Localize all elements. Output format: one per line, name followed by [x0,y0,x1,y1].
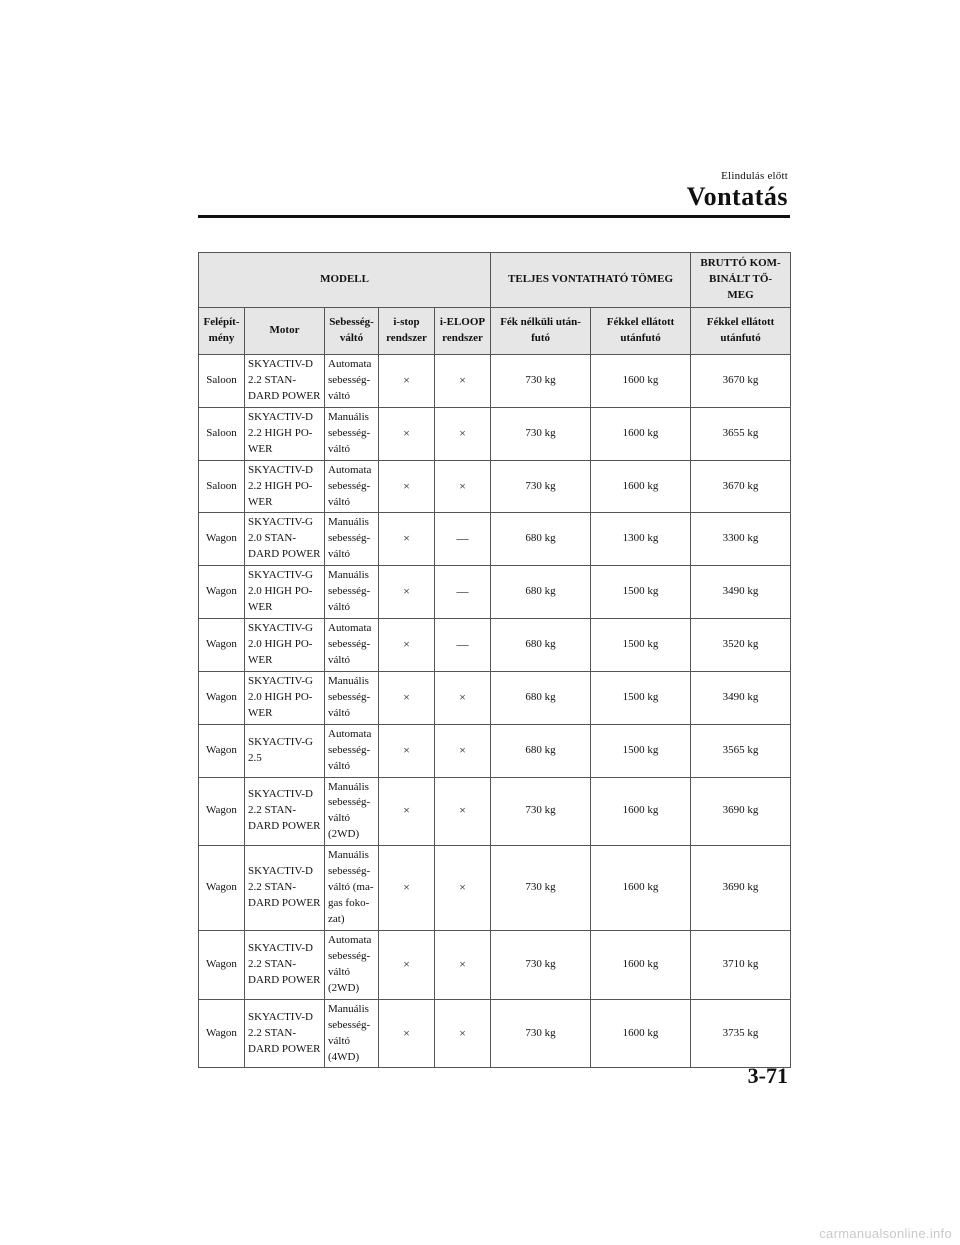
table-body [199,355,791,1068]
combined-weight-cell: 3690 kg [691,846,791,931]
column-header-body: Felépít- mény [199,308,245,355]
engine-cell: SKYACTIV-G 2.0 STAN- DARD POWER [245,513,325,566]
transmission-cell: Automata sebesség- váltó [325,724,379,777]
body-cell: Wagon [199,566,245,619]
i-eloop-cell: × [435,671,491,724]
braked-trailer-cell: 1500 kg [591,566,691,619]
body-cell: Saloon [199,407,245,460]
transmission-cell: Automata sebesség- váltó (2WD) [325,930,379,999]
body-cell: Wagon [199,777,245,846]
i-stop-cell: × [379,355,435,408]
braked-trailer-cell: 1500 kg [591,619,691,672]
transmission-cell: Manuális sebesség- váltó [325,566,379,619]
section-name: Elindulás előtt [721,170,788,182]
i-stop-cell: × [379,777,435,846]
i-eloop-cell: × [435,777,491,846]
table-header [199,253,791,355]
combined-weight-cell: 3520 kg [691,619,791,672]
i-stop-cell: × [379,671,435,724]
i-eloop-cell: × [435,846,491,931]
column-header-i-eloop: i-ELOOP rendszer [435,308,491,355]
model-group-header: MODELL [199,253,491,308]
table-row [199,777,791,846]
transmission-cell: Manuális sebesség- váltó (2WD) [325,777,379,846]
transmission-cell: Automata sebesség- váltó [325,355,379,408]
unbraked-trailer-cell: 730 kg [491,460,591,513]
body-cell: Wagon [199,999,245,1068]
transmission-cell: Manuális sebesség- váltó [325,513,379,566]
i-eloop-cell: — [435,619,491,672]
table-row [199,671,791,724]
engine-cell: SKYACTIV-G 2.0 HIGH PO- WER [245,671,325,724]
table-row [199,724,791,777]
body-cell: Saloon [199,355,245,408]
engine-cell: SKYACTIV-D 2.2 STAN- DARD POWER [245,846,325,931]
table-row [199,566,791,619]
combined-weight-cell: 3490 kg [691,671,791,724]
column-header-braked-trailer: Fékkel ellátott utánfutó [591,308,691,355]
i-stop-cell: × [379,407,435,460]
transmission-cell: Automata sebesség- váltó [325,460,379,513]
i-eloop-cell: × [435,724,491,777]
unbraked-trailer-cell: 680 kg [491,566,591,619]
engine-cell: SKYACTIV-D 2.2 STAN- DARD POWER [245,930,325,999]
braked-trailer-cell: 1600 kg [591,777,691,846]
table-row [199,355,791,408]
combined-weight-cell: 3710 kg [691,930,791,999]
body-cell: Wagon [199,619,245,672]
column-header-transmission: Sebesség- váltó [325,308,379,355]
column-header-unbraked-trailer: Fék nélküli után- futó [491,308,591,355]
table-row [199,513,791,566]
i-stop-cell: × [379,513,435,566]
i-stop-cell: × [379,619,435,672]
transmission-cell: Automata sebesség- váltó [325,619,379,672]
braked-trailer-cell: 1300 kg [591,513,691,566]
i-stop-cell: × [379,930,435,999]
engine-cell: SKYACTIV-G 2.0 HIGH PO- WER [245,566,325,619]
unbraked-trailer-cell: 680 kg [491,671,591,724]
table-row [199,460,791,513]
transmission-cell: Manuális sebesség- váltó [325,407,379,460]
braked-trailer-cell: 1600 kg [591,460,691,513]
i-eloop-cell: × [435,930,491,999]
engine-cell: SKYACTIV-D 2.2 STAN- DARD POWER [245,355,325,408]
i-eloop-cell: × [435,355,491,408]
table-row [199,999,791,1068]
combined-weight-cell: 3490 kg [691,566,791,619]
unbraked-trailer-cell: 730 kg [491,999,591,1068]
engine-cell: SKYACTIV-G 2.0 HIGH PO- WER [245,619,325,672]
page-title: Vontatás [686,182,788,211]
combined-weight-cell: 3670 kg [691,460,791,513]
engine-cell: SKYACTIV-D 2.2 STAN- DARD POWER [245,777,325,846]
body-cell: Wagon [199,930,245,999]
braked-trailer-cell: 1600 kg [591,930,691,999]
unbraked-trailer-cell: 730 kg [491,846,591,931]
body-cell: Saloon [199,460,245,513]
transmission-cell: Manuális sebesség- váltó (4WD) [325,999,379,1068]
unbraked-trailer-cell: 730 kg [491,355,591,408]
unbraked-trailer-cell: 680 kg [491,619,591,672]
i-eloop-cell: × [435,460,491,513]
transmission-cell: Manuális sebesség- váltó [325,671,379,724]
unbraked-trailer-cell: 730 kg [491,777,591,846]
engine-cell: SKYACTIV-D 2.2 HIGH PO- WER [245,407,325,460]
combined-weight-cell: 3565 kg [691,724,791,777]
i-eloop-cell: × [435,407,491,460]
body-cell: Wagon [199,724,245,777]
engine-cell: SKYACTIV-G 2.5 [245,724,325,777]
watermark: carmanualsonline.info [819,1226,952,1241]
table-row [199,930,791,999]
combined-weight-cell: 3300 kg [691,513,791,566]
unbraked-trailer-cell: 730 kg [491,407,591,460]
braked-trailer-cell: 1500 kg [591,724,691,777]
column-header-engine: Motor [245,308,325,355]
i-stop-cell: × [379,724,435,777]
i-eloop-cell: — [435,513,491,566]
unbraked-trailer-cell: 680 kg [491,513,591,566]
i-stop-cell: × [379,566,435,619]
i-eloop-cell: — [435,566,491,619]
table-row [199,407,791,460]
braked-trailer-cell: 1600 kg [591,407,691,460]
braked-trailer-cell: 1600 kg [591,355,691,408]
combined-weight-cell: 3735 kg [691,999,791,1068]
braked-trailer-cell: 1600 kg [591,999,691,1068]
table-row [199,846,791,931]
body-cell: Wagon [199,846,245,931]
column-header-braked-trailer-combined: Fékkel ellátott utánfutó [691,308,791,355]
braked-trailer-cell: 1500 kg [591,671,691,724]
combined-weight-cell: 3670 kg [691,355,791,408]
total-towable-header: TELJES VONTATHATÓ TÖMEG [491,253,691,308]
body-cell: Wagon [199,513,245,566]
combined-weight-cell: 3655 kg [691,407,791,460]
table-row [199,619,791,672]
unbraked-trailer-cell: 680 kg [491,724,591,777]
engine-cell: SKYACTIV-D 2.2 HIGH PO- WER [245,460,325,513]
i-stop-cell: × [379,846,435,931]
body-cell: Wagon [199,671,245,724]
header-divider [198,215,790,218]
combined-weight-cell: 3690 kg [691,777,791,846]
i-stop-cell: × [379,460,435,513]
engine-cell: SKYACTIV-D 2.2 STAN- DARD POWER [245,999,325,1068]
page-number: 3-71 [747,1063,788,1088]
gross-combined-header: BRUTTÓ KOM- BINÁLT TŐ- MEG [691,253,791,308]
braked-trailer-cell: 1600 kg [591,846,691,931]
towing-capacity-table [198,252,791,1068]
transmission-cell: Manuális sebesség- váltó (ma- gas foko- zat) [325,846,379,931]
i-eloop-cell: × [435,999,491,1068]
unbraked-trailer-cell: 730 kg [491,930,591,999]
i-stop-cell: × [379,999,435,1068]
column-header-i-stop: i-stop rendszer [379,308,435,355]
